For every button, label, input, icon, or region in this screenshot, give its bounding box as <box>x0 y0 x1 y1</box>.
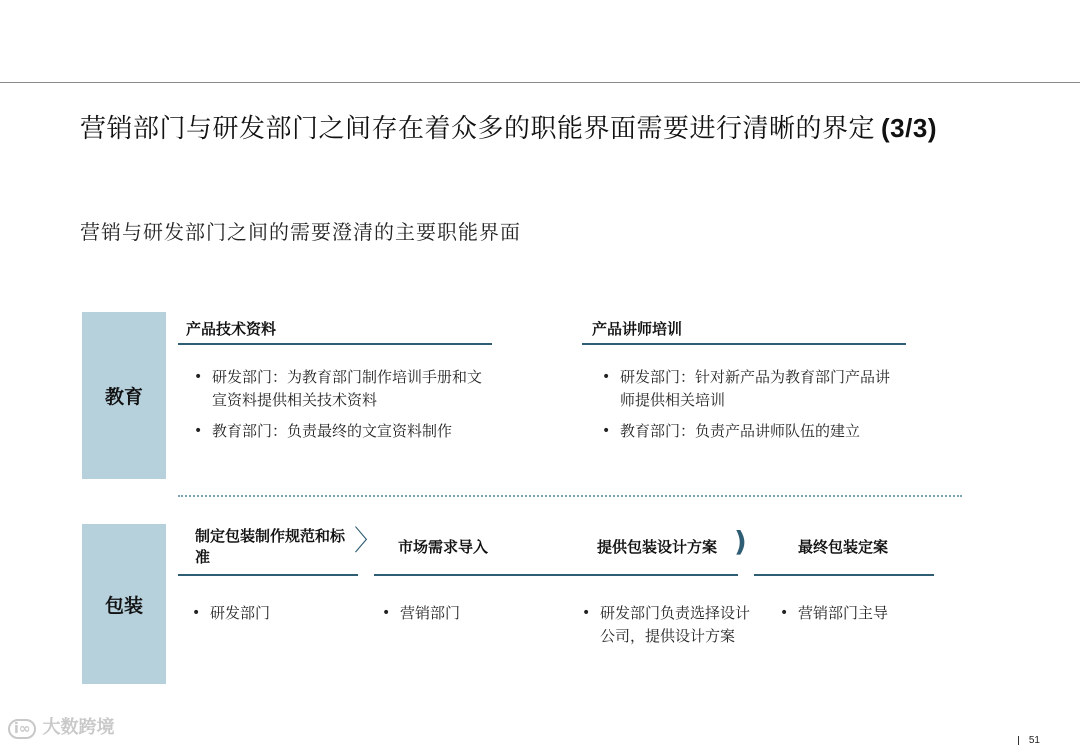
list-item: • 教育部门：负责产品讲师队伍的建立 <box>598 420 898 443</box>
pkg-step-1-underline <box>178 574 358 576</box>
pkg-step-1-heading: 制定包装制作规范和标准 <box>195 527 346 566</box>
edu-heading-instructor-training: 产品讲师培训 <box>592 320 683 338</box>
slide-title <box>80 108 937 145</box>
list-item: • 研发部门：针对新产品为教育部门产品讲师提供相关培训 <box>598 366 898 412</box>
pkg-step-4-underline <box>754 574 934 576</box>
edu-list-tech-materials <box>190 366 490 451</box>
edu-list-instructor-training <box>598 366 898 451</box>
packaging-label: 包装 <box>82 524 166 684</box>
pkg-step-2-heading: 市场需求导入 <box>398 538 489 556</box>
page-number <box>1018 735 1040 746</box>
watermark-logo-icon: i∞ <box>8 719 36 739</box>
list-item: • 教育部门：负责最终的文宣资料制作 <box>190 420 490 443</box>
pkg-step-4-list <box>776 602 936 633</box>
slide-subtitle: 营销与研发部门之间的需要澄清的主要职能界面 <box>80 220 521 244</box>
pkg-step-2-list <box>378 602 538 633</box>
pkg-step-3-list <box>578 602 754 656</box>
slide-title-text: 营销部门与研发部门之间存在着众多的职能界面需要进行清晰的界定 <box>80 114 876 144</box>
page-number-text: 51 <box>1028 735 1040 746</box>
edu-heading-underline-2 <box>582 343 906 345</box>
list-item: • 研发部门负责选择设计公司，提供设计方案 <box>578 602 754 648</box>
edu-heading-underline-1 <box>178 343 492 345</box>
list-item: • 营销部门主导 <box>776 602 936 625</box>
edu-heading-tech-materials: 产品技术资料 <box>186 320 277 338</box>
top-divider <box>0 82 1080 83</box>
pkg-step-2-3-underline <box>374 574 738 576</box>
chevron-right-icon: ) <box>734 525 747 558</box>
list-item: • 研发部门 <box>188 602 348 625</box>
chevron-right-icon: 〉 <box>354 524 383 557</box>
footer-separator <box>1018 736 1019 745</box>
list-item: • 营销部门 <box>378 602 538 625</box>
slide-title-suffix: (3/3) <box>881 113 937 143</box>
watermark <box>8 713 114 739</box>
pkg-step-1-list <box>188 602 348 633</box>
education-label: 教育 <box>82 312 166 479</box>
pkg-step-3-heading: 提供包装设计方案 <box>597 538 718 556</box>
watermark-text: 大数跨境 <box>42 717 115 738</box>
list-item: • 研发部门：为教育部门制作培训手册和文宣资料提供相关技术资料 <box>190 366 490 412</box>
pkg-step-4-heading: 最终包装定案 <box>798 538 889 556</box>
section-divider <box>178 495 962 497</box>
